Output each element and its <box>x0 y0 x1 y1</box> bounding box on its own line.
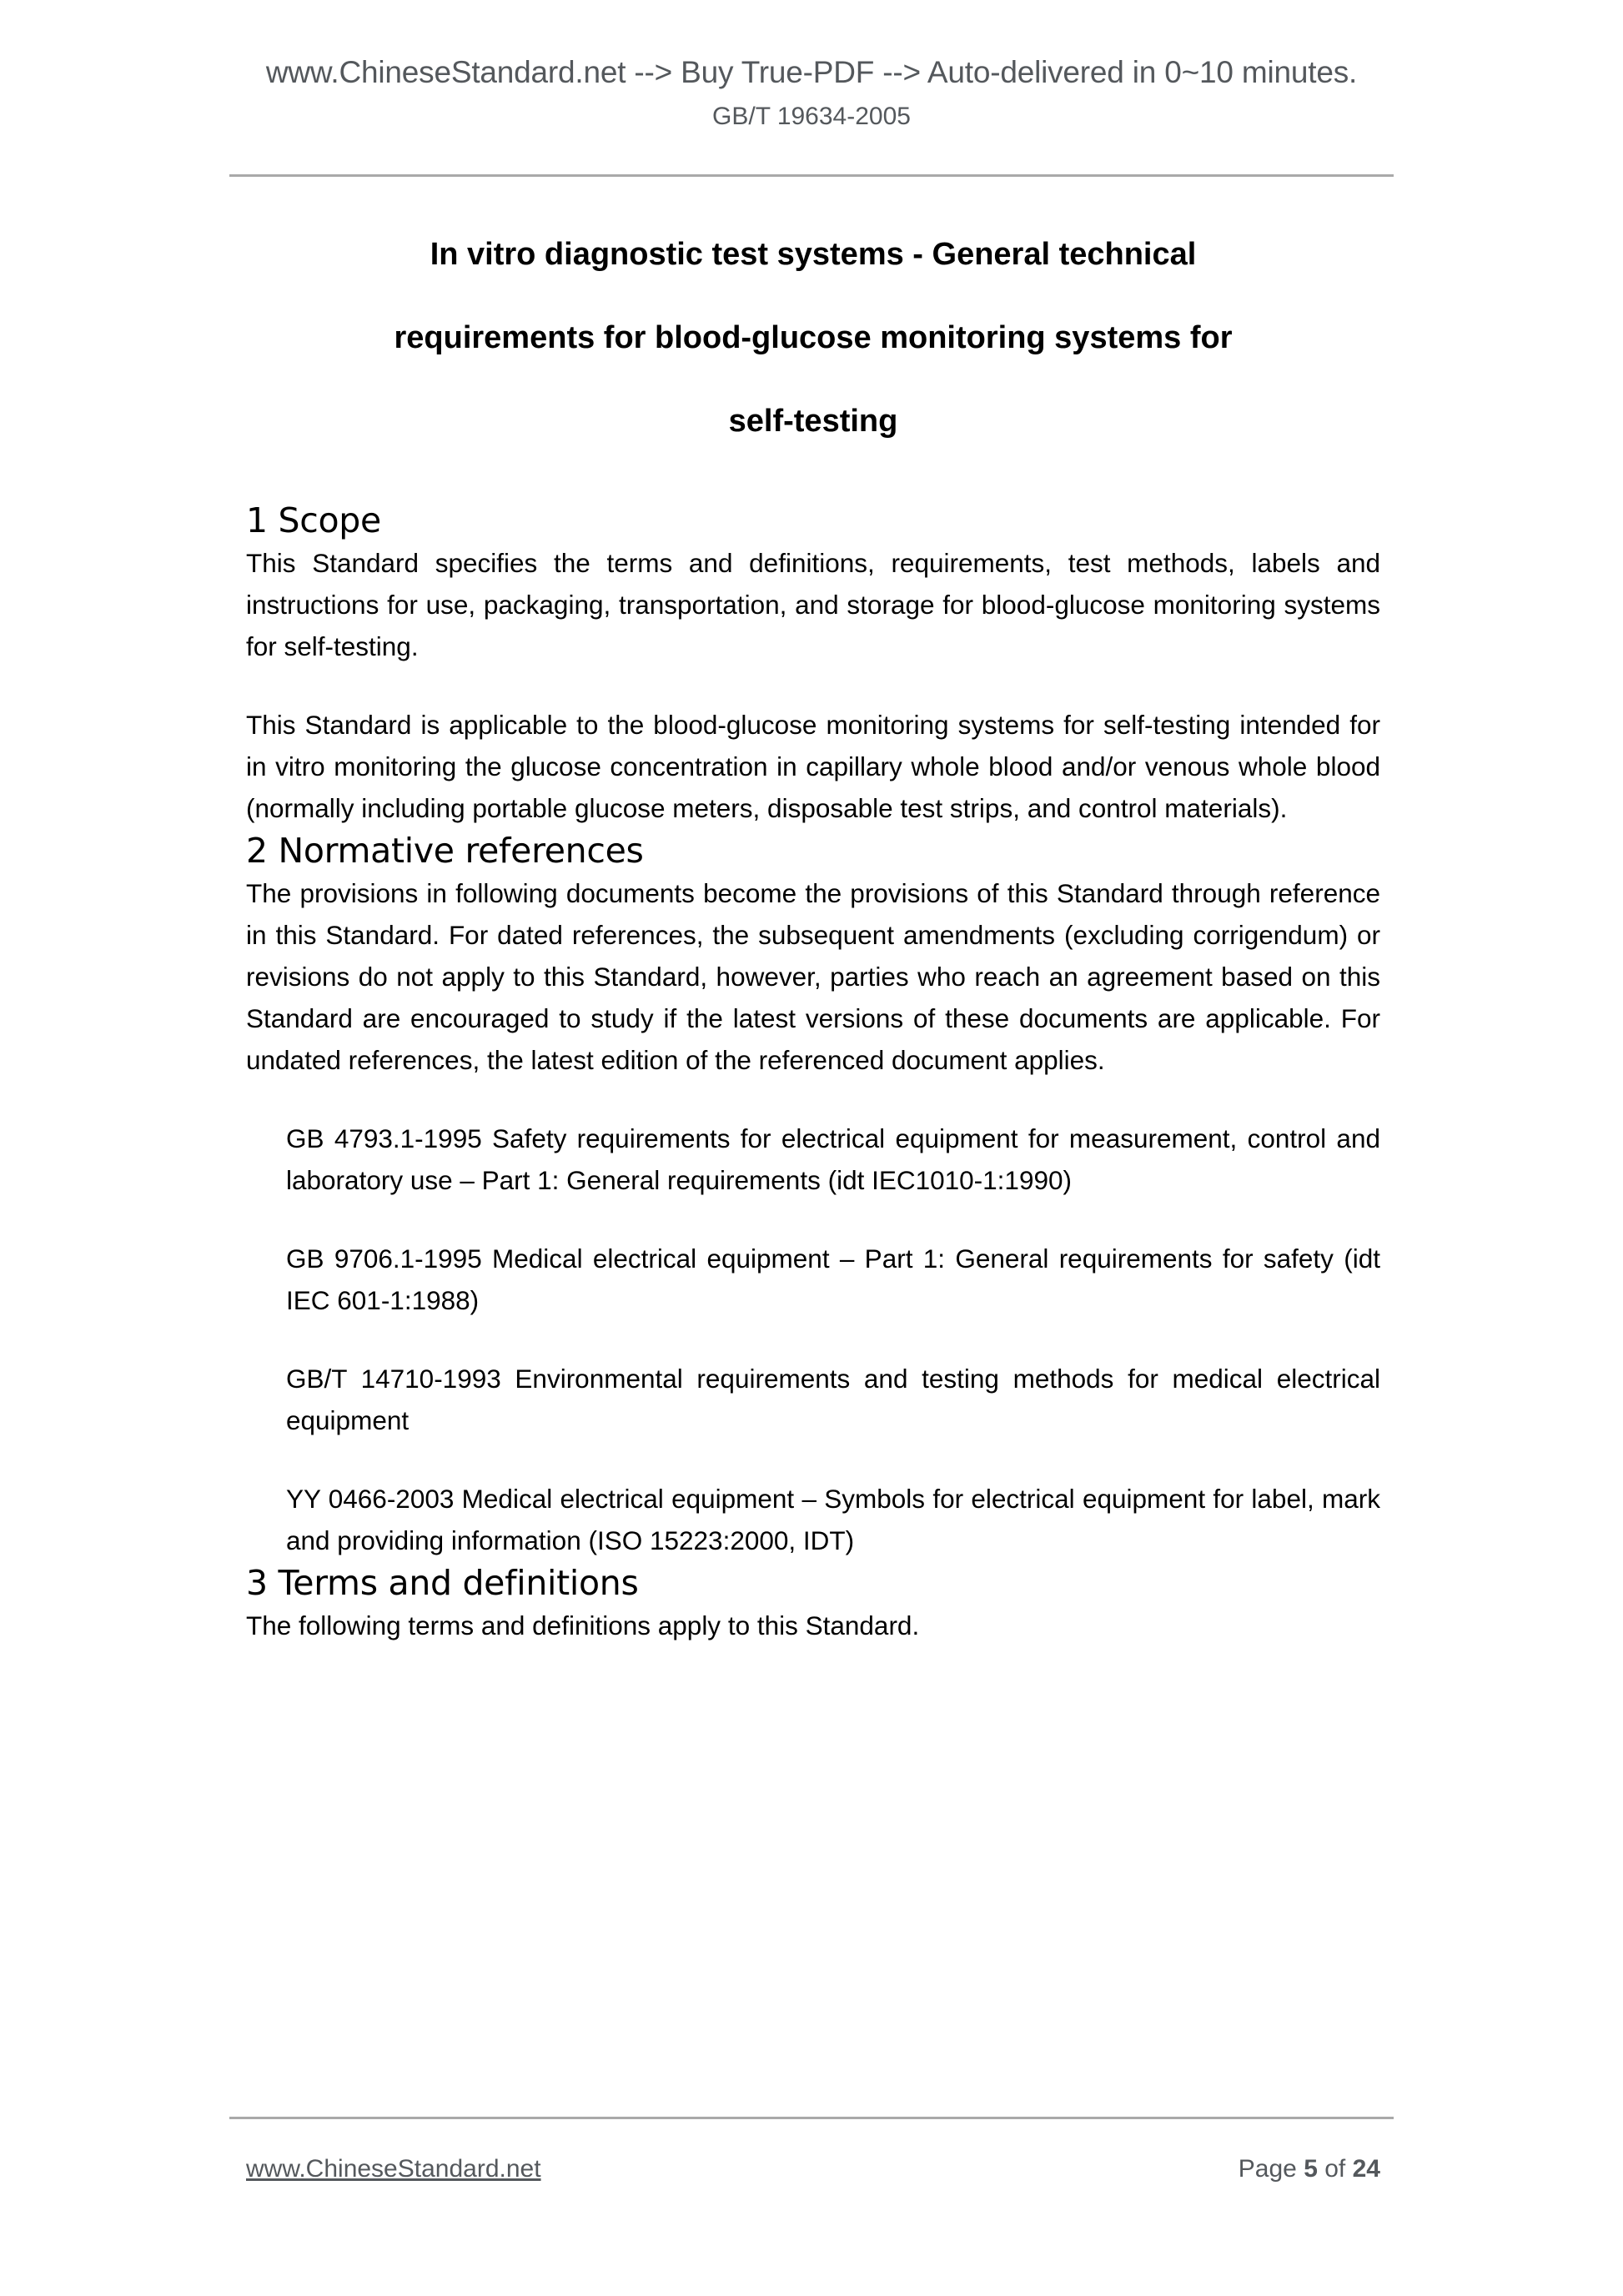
page-number-current: 5 <box>1304 2155 1318 2183</box>
page-number-indicator <box>1239 2152 1380 2187</box>
paragraph-scope-2: This Standard is applicable to the blood-glucose monitoring systems for self-testing intended for in vitro monitoring the glucose concentration in capillary whole blood and/or venous whole blood (normally including portable glucose meters, disposable test strips, and control materials). <box>246 710 1380 823</box>
page-title-line-3: self-testing <box>728 404 898 439</box>
page-label-prefix: Page <box>1238 2155 1297 2183</box>
page-title-line-2: requirements for blood-glucose monitoring systems for <box>394 320 1233 355</box>
paragraph-scope-1: This Standard specifies the terms and definitions, requirements, test methods, labels and instructions for use, packaging, transportation, and storage for blood-glucose monitoring systems for self-testing. <box>246 548 1380 661</box>
footer-divider <box>229 2117 1394 2119</box>
paragraph-terms-intro: The following terms and definitions apply to this Standard. <box>246 1610 920 1640</box>
footer-website-link[interactable]: www.ChineseStandard.net <box>246 2155 541 2183</box>
section-heading-terms-and-definitions: 3 Terms and definitions <box>246 1563 639 1603</box>
reference-item: GB 9706.1-1995 Medical electrical equipment – Part 1: General requirements for safety (idt IEC 601-1:1988) <box>286 1243 1380 1315</box>
header-promo-text: www.ChineseStandard.net --> Buy True-PDF --> Auto-delivered in 0~10 minutes. <box>265 55 1358 89</box>
page-footer <box>246 2152 1380 2187</box>
document-content <box>246 499 1380 1646</box>
reference-item: YY 0466-2003 Medical electrical equipment – Symbols for electrical equipment for label, mark and providing information (ISO 15223:2000, IDT) <box>286 1484 1380 1555</box>
section-heading-scope: 1 Scope <box>246 500 381 540</box>
page-title-line-1: In vitro diagnostic test systems - General technical <box>430 237 1197 272</box>
paragraph-normative-intro: The provisions in following documents become the provisions of this Standard through reference in this Standard. For dated references, the subsequent amendments (excluding corrigendum) or revisions do not apply to this Standard, however, parties who reach an agreement based on this Standard are encouraged to study if the latest versions of these documents are applicable. For undated references, the latest edition of the referenced document applies. <box>246 878 1380 1075</box>
header-divider <box>229 174 1394 177</box>
header-standard-number: GB/T 19634-2005 <box>712 103 911 130</box>
page-number-total: 24 <box>1352 2155 1380 2183</box>
reference-item: GB/T 14710-1993 Environmental requirements and testing methods for medical electrical equipment <box>286 1364 1380 1435</box>
reference-item: GB 4793.1-1995 Safety requirements for electrical equipment for measurement, control and laboratory use – Part 1: General requirements (idt IEC1010-1:1990) <box>286 1123 1380 1195</box>
section-heading-normative-references: 2 Normative references <box>246 831 644 871</box>
page-header <box>0 52 1623 135</box>
page-label-middle: of <box>1324 2155 1346 2183</box>
page-title <box>246 213 1380 463</box>
